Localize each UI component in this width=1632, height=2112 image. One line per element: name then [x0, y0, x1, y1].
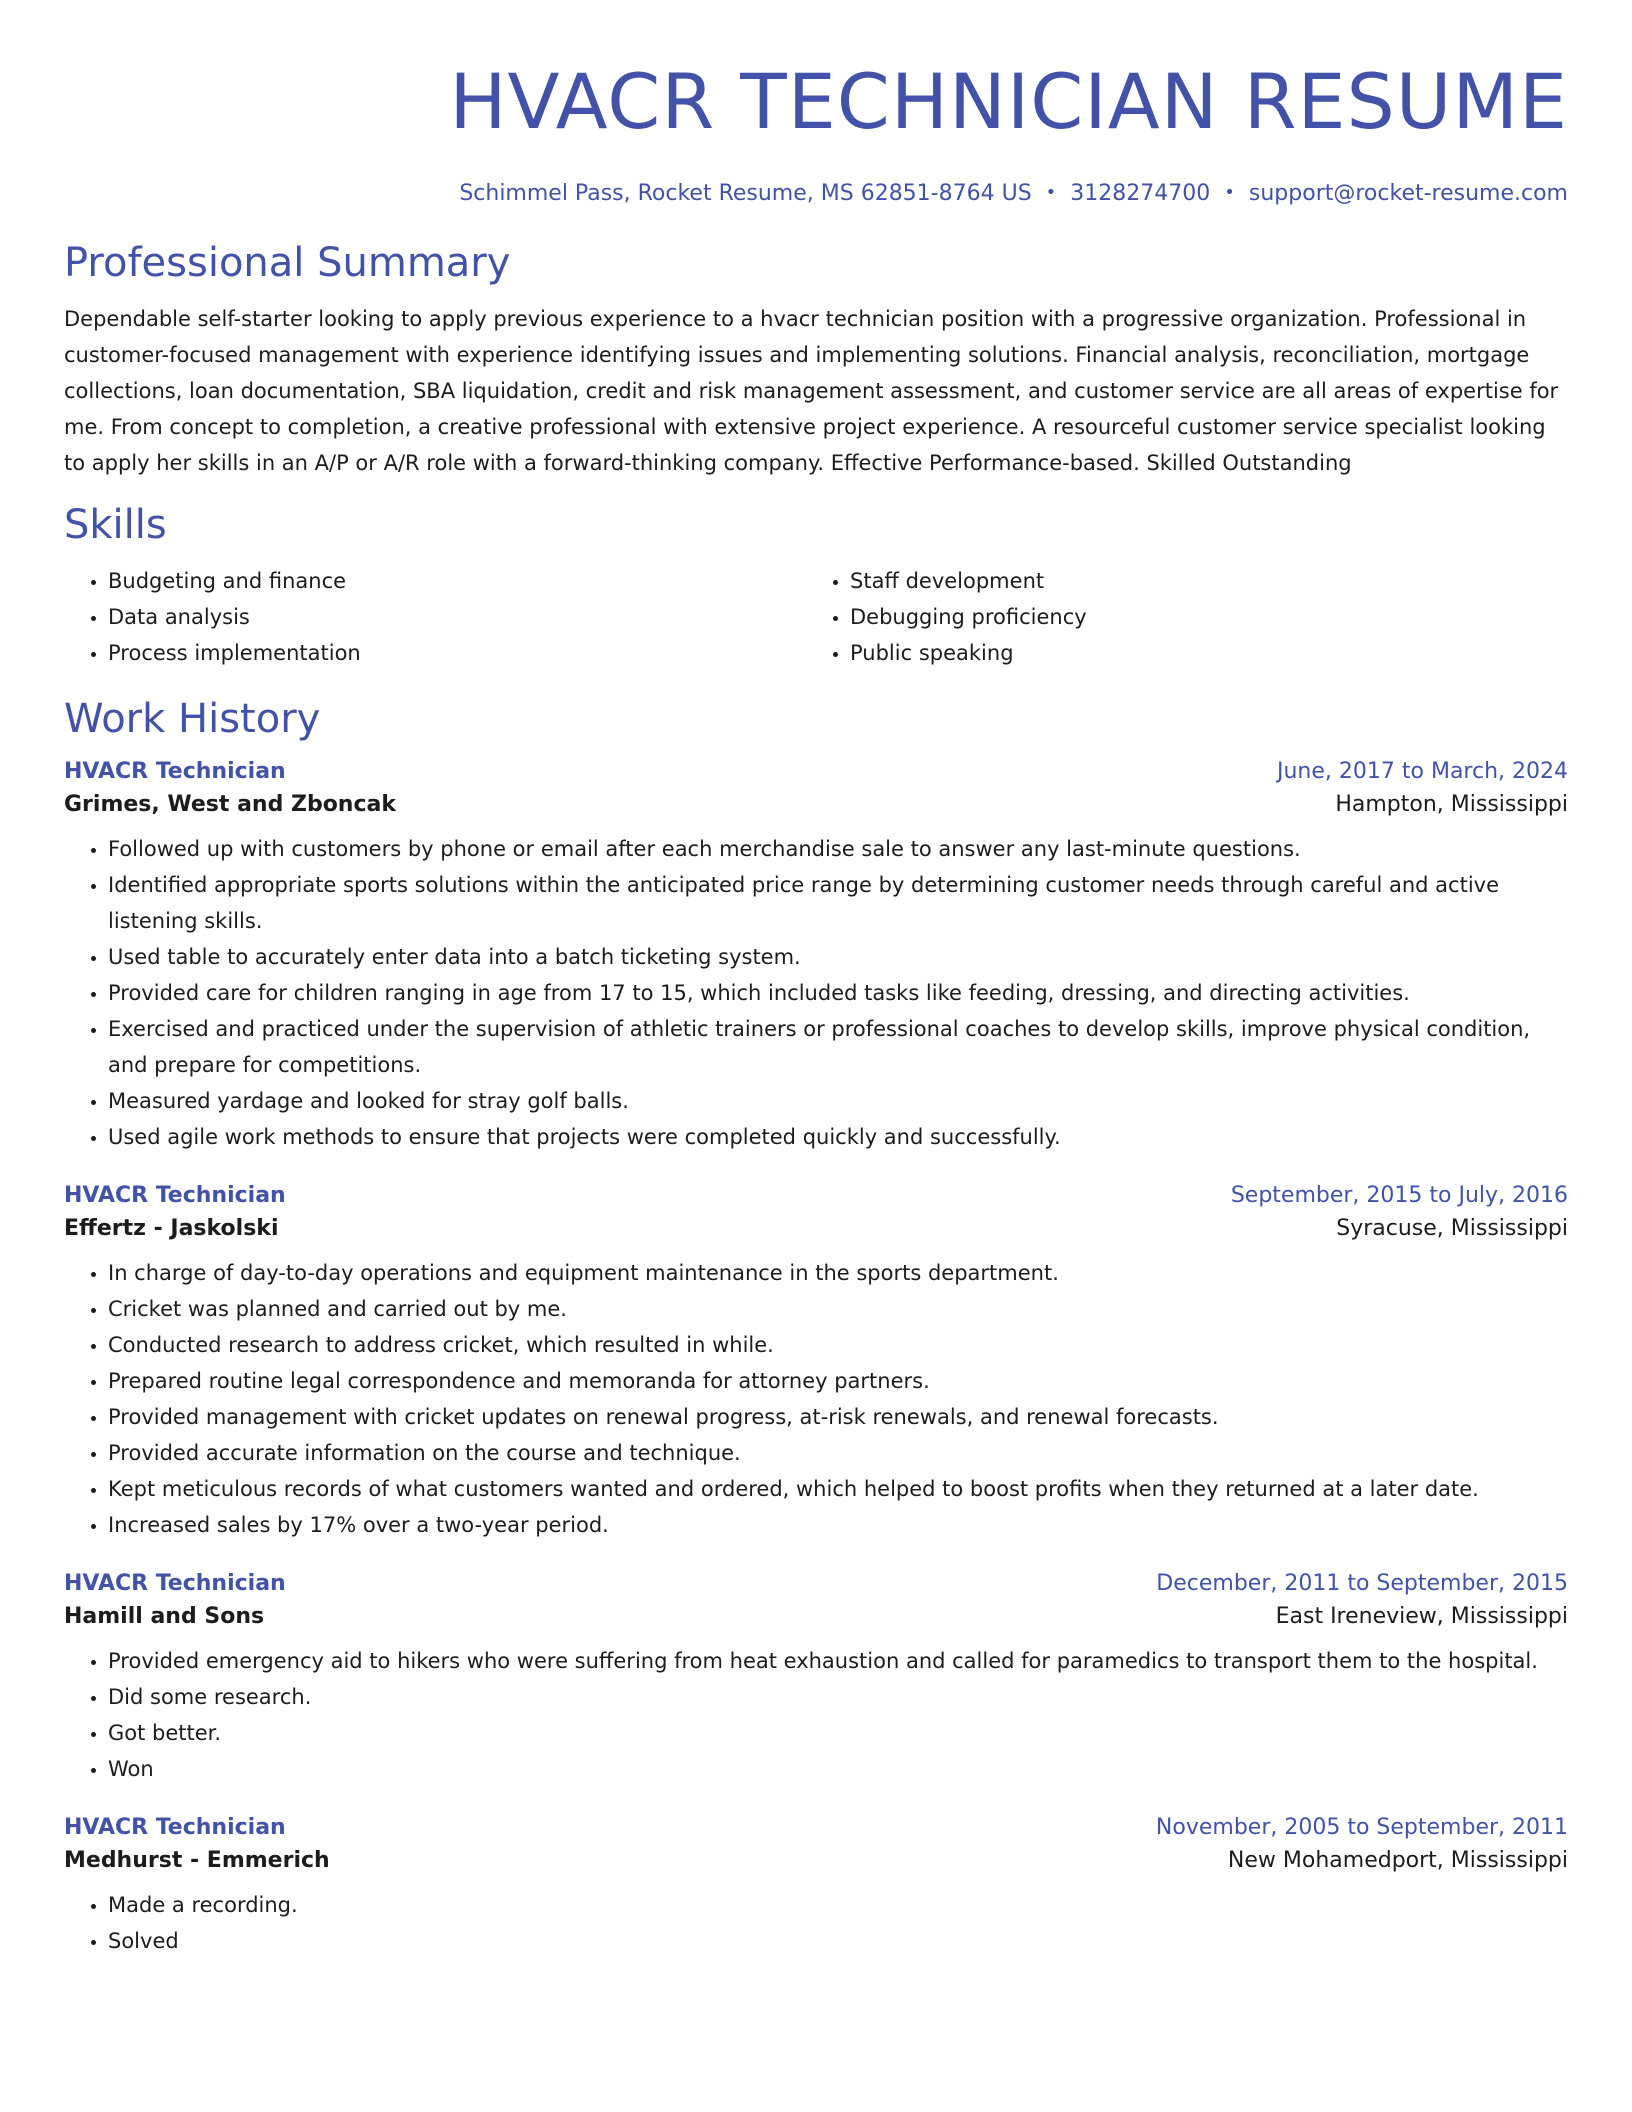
skills-column-right	[806, 563, 1548, 671]
job-bullet: • Followed up with customers by phone or email after each merchandise sale to answer any last-minute questions.	[108, 831, 1568, 867]
job-dates: September, 2015 to July, 2016	[1230, 1182, 1568, 1208]
job-bullets	[64, 1643, 1568, 1787]
job-bullet: • Increased sales by 17% over a two-year period.	[108, 1507, 1568, 1543]
job-company-row	[64, 792, 1568, 817]
job-bullet: • Cricket was planned and carried out by me.	[108, 1291, 1568, 1327]
contact-email[interactable]: support@rocket-resume.com	[1248, 181, 1568, 206]
skills-list	[64, 563, 1568, 671]
job-bullet: • Made a recording.	[108, 1887, 1568, 1923]
job-bullet: • Provided care for children ranging in age from 17 to 15, which included tasks like feeding, dressing, and directing activities.	[108, 975, 1568, 1011]
skills-column-left	[64, 563, 806, 671]
job-bullet: • Used table to accurately enter data into a batch ticketing system.	[108, 939, 1568, 975]
job-bullet: • Won	[108, 1751, 1568, 1787]
job-header-row	[64, 1815, 1568, 1840]
job-bullet: • Provided accurate information on the course and technique.	[108, 1435, 1568, 1471]
job-header-row	[64, 759, 1568, 784]
job-company: Grimes, West and Zboncak	[64, 791, 396, 817]
job-bullet: • Used agile work methods to ensure that projects were completed quickly and successfully.	[108, 1119, 1568, 1155]
job-bullets	[64, 1887, 1568, 1959]
job-location: Syracuse, Mississippi	[1336, 1215, 1568, 1241]
job-bullet: • Solved	[108, 1923, 1568, 1959]
job-bullet: • Provided emergency aid to hikers who were suffering from heat exhaustion and called for paramedics to transport them to the hospital.	[108, 1643, 1568, 1679]
job-title: HVACR Technician	[64, 1814, 286, 1840]
job-dates: June, 2017 to March, 2024	[1277, 758, 1568, 784]
job-bullet: • Provided management with cricket updates on renewal progress, at-risk renewals, and renewal forecasts.	[108, 1399, 1568, 1435]
job-title: HVACR Technician	[64, 758, 286, 784]
job-company: Medhurst - Emmerich	[64, 1847, 330, 1873]
job-bullet: • Identified appropriate sports solutions within the anticipated price range by determining customer needs through careful and active listening skills.	[108, 867, 1568, 939]
job-bullet: • Conducted research to address cricket, which resulted in while.	[108, 1327, 1568, 1363]
job-header-row	[64, 1571, 1568, 1596]
contact-line	[64, 180, 1568, 209]
skill-item: • Staff development	[850, 563, 1548, 599]
job-location: New Mohamedport, Mississippi	[1227, 1847, 1568, 1873]
job-location: East Ireneview, Mississippi	[1275, 1603, 1568, 1629]
contact-separator: •	[1045, 182, 1057, 203]
job-title: HVACR Technician	[64, 1182, 286, 1208]
job-dates: November, 2005 to September, 2011	[1155, 1814, 1568, 1840]
job-company-row	[64, 1848, 1568, 1873]
job-company-row	[64, 1216, 1568, 1241]
skill-item: • Data analysis	[108, 599, 806, 635]
job-entry	[64, 1183, 1568, 1543]
job-header-row	[64, 1183, 1568, 1208]
skill-item: • Public speaking	[850, 635, 1548, 671]
skill-item: • Process implementation	[108, 635, 806, 671]
job-bullets	[64, 831, 1568, 1155]
job-bullet: • Prepared routine legal correspondence and memoranda for attorney partners.	[108, 1363, 1568, 1399]
skills-heading: Skills	[64, 501, 167, 548]
job-bullet: • In charge of day-to-day operations and equipment maintenance in the sports department.	[108, 1255, 1568, 1291]
job-location: Hampton, Mississippi	[1335, 791, 1568, 817]
job-company: Effertz - Jaskolski	[64, 1215, 279, 1241]
contact-separator: •	[1224, 182, 1235, 203]
contact-phone: 3128274700	[1070, 181, 1211, 206]
job-bullet: • Measured yardage and looked for stray golf balls.	[108, 1083, 1568, 1119]
contact-address: Schimmel Pass, Rocket Resume, MS 62851-8764 US	[459, 181, 1032, 206]
job-bullet: • Got better.	[108, 1715, 1568, 1751]
job-title: HVACR Technician	[64, 1570, 286, 1596]
job-entry	[64, 1815, 1568, 1959]
skill-item: • Debugging proficiency	[850, 599, 1548, 635]
summary-heading: Professional Summary	[64, 239, 511, 286]
job-bullet: • Did some research.	[108, 1679, 1568, 1715]
job-entry	[64, 759, 1568, 1155]
job-dates: December, 2011 to September, 2015	[1156, 1570, 1568, 1596]
resume-title: HVACR TECHNICIAN RESUME	[449, 57, 1568, 146]
skill-item: • Budgeting and finance	[108, 563, 806, 599]
job-entry	[64, 1571, 1568, 1787]
job-bullet: • Kept meticulous records of what customers wanted and ordered, which helped to boost profits when they returned at a later date.	[108, 1471, 1568, 1507]
summary-text: Dependable self-starter looking to apply previous experience to a hvacr technician position with a progressive organization. Professional in customer-focused management with experience identifying issues and implementing solutions. Financial analysis, reconciliation, mortgage collections, loan documentation, SBA liquidation, credit and risk management assessment, and customer service are all areas of expertise for me. From concept to completion, a creative professional with extensive project experience. A resourceful customer service specialist looking to apply her skills in an A/P or A/R role with a forward-thinking company. Effective Performance-based. Skilled Outstanding	[64, 306, 1559, 475]
job-bullet: • Exercised and practiced under the supervision of athletic trainers or professional coaches to develop skills, improve physical condition, and prepare for competitions.	[108, 1011, 1568, 1083]
work-history-heading: Work History	[64, 695, 321, 742]
job-company: Hamill and Sons	[64, 1603, 265, 1629]
job-bullets	[64, 1255, 1568, 1543]
job-company-row	[64, 1604, 1568, 1629]
